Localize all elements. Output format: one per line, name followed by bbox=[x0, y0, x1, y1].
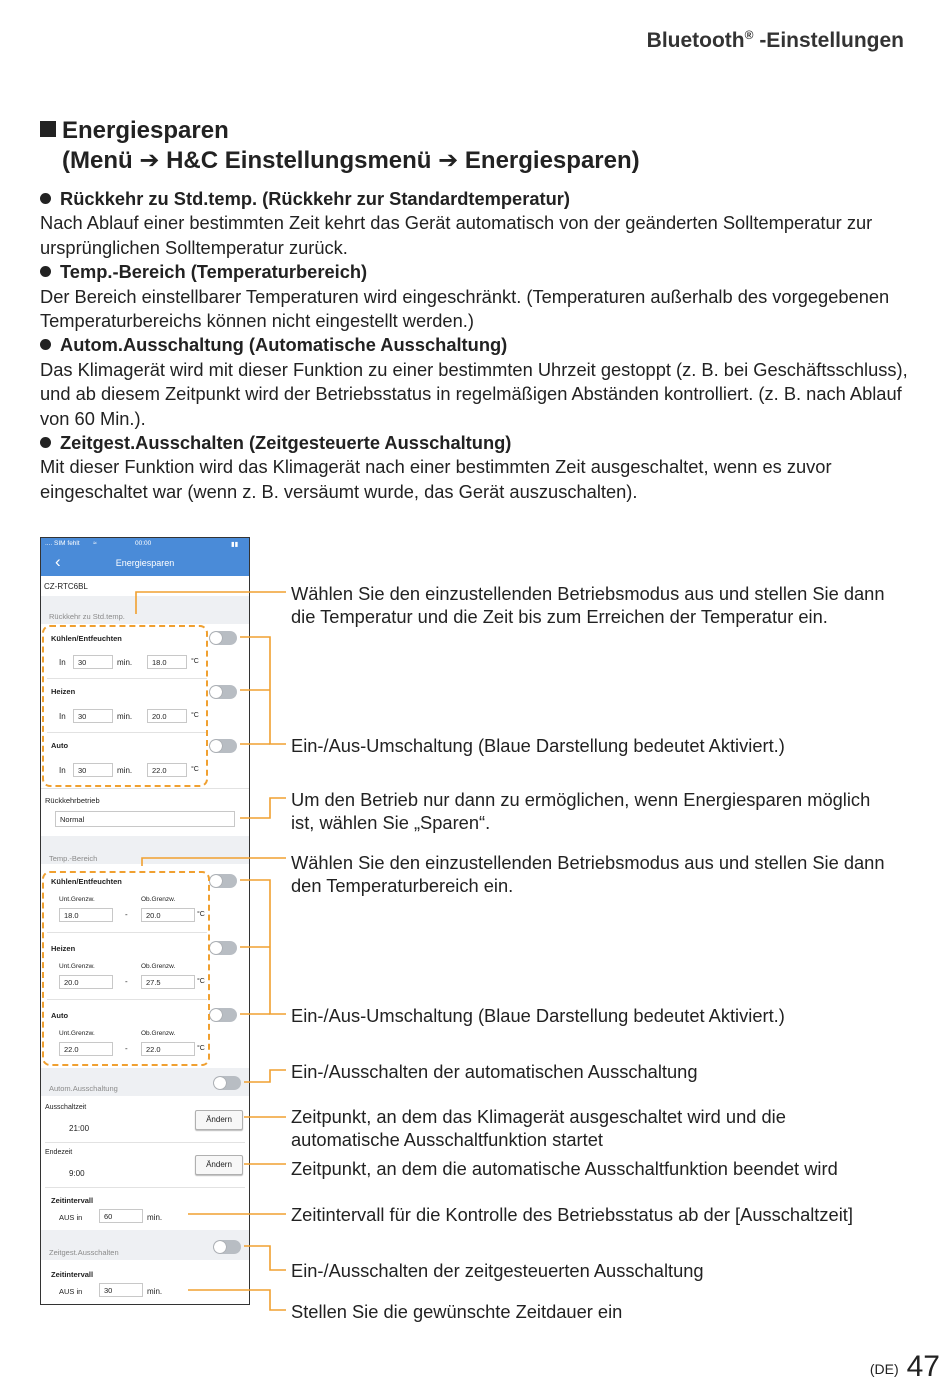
title-line-1: Energiesparen bbox=[62, 117, 229, 144]
upper-limit-label: Ob.Grenzw. bbox=[141, 896, 176, 903]
mode-name: Kühlen/Entfeuchten bbox=[51, 634, 122, 643]
end-time-label: Endezeit bbox=[45, 1149, 73, 1156]
std-temp-label: Rückkehr zu Std.temp. bbox=[49, 612, 125, 621]
lower-limit-label: Unt.Grenzw. bbox=[59, 1030, 95, 1037]
mode-name: Auto bbox=[51, 741, 69, 750]
battery-icon: ▮▮ bbox=[231, 541, 239, 548]
celsius-label: °C bbox=[197, 911, 205, 918]
minutes-input[interactable]: 30 bbox=[73, 709, 113, 723]
lower-limit-input[interactable]: 18.0 bbox=[59, 908, 113, 922]
back-chevron-icon[interactable]: ‹ bbox=[55, 552, 61, 571]
min-label: min. bbox=[117, 766, 133, 775]
lower-limit-input[interactable]: 22.0 bbox=[59, 1042, 113, 1056]
temp-range-label: Temp.-Bereich bbox=[49, 854, 98, 863]
celsius-label: °C bbox=[197, 1045, 205, 1052]
section-heading: Rückkehr zu Std.temp. (Rückkehr zur Standardtemperatur) bbox=[60, 188, 570, 209]
celsius-label: °C bbox=[191, 766, 199, 773]
in-label: In bbox=[59, 712, 66, 721]
min-label: min. bbox=[117, 712, 133, 721]
upper-limit-input[interactable]: 22.0 bbox=[141, 1042, 195, 1056]
model-name: CZ-RTC6BL bbox=[44, 582, 88, 591]
timer-interval-label: Zeitintervall bbox=[51, 1270, 94, 1279]
in-label: In bbox=[59, 658, 66, 667]
wifi-icon: ≈ bbox=[93, 540, 97, 547]
upper-limit-input[interactable]: 20.0 bbox=[141, 908, 195, 922]
section-heading: Temp.-Bereich (Temperaturbereich) bbox=[60, 261, 368, 283]
leader-line bbox=[188, 1290, 286, 1310]
off-time-value: 21:00 bbox=[69, 1124, 90, 1133]
callout-text: Ein-/Aus-Umschaltung (Blaue Darstellung bedeutet Aktiviert.) bbox=[291, 735, 785, 756]
callout-text: Ein-/Ausschalten der automatischen Ausschaltung bbox=[291, 1061, 698, 1082]
page-number: 47 bbox=[906, 1350, 940, 1383]
off-time-label: Ausschaltzeit bbox=[45, 1104, 87, 1111]
timer-input[interactable]: 30 bbox=[99, 1283, 143, 1297]
callout-text: Wählen Sie den einzustellenden Betriebsmodus aus und stellen Sie dann den Temperaturbereich ein. bbox=[291, 852, 885, 896]
min-label: min. bbox=[147, 1213, 163, 1222]
temperature-input[interactable]: 22.0 bbox=[147, 763, 187, 777]
celsius-label: °C bbox=[191, 712, 199, 719]
range-mode-name: Auto bbox=[51, 1011, 69, 1020]
lower-limit-label: Unt.Grenzw. bbox=[59, 896, 95, 903]
callout-text: Stellen Sie die gewünschte Zeitdauer ein bbox=[291, 1301, 623, 1322]
section-text: Der Bereich einstellbarer Temperaturen wird eingeschränkt. (Temperaturen außerhalb des vorgegebenen Temperaturbereichs können nicht eingestellt werden.) bbox=[40, 285, 890, 332]
callout-text: Wählen Sie den einzustellenden Betriebsmodus aus und stellen Sie dann die Temperatur und die Zeit bis zum Erreichen der Temperatur ein. bbox=[291, 583, 885, 627]
carrier-status: .... SIM fehlt bbox=[45, 540, 80, 547]
range-mode-name: Kühlen/Entfeuchten bbox=[51, 877, 122, 886]
language-code: (DE) bbox=[869, 1361, 899, 1377]
section-text: Nach Ablauf einer bestimmten Zeit kehrt das Gerät automatisch von der geänderten Solltemperatur zur ursprünglichen Solltemperatur zurück. bbox=[40, 212, 873, 258]
callout-text: Zeitintervall für die Kontrolle des Betriebsstatus ab der [Ausschaltzeit] bbox=[291, 1204, 853, 1225]
minutes-input[interactable]: 30 bbox=[73, 655, 113, 669]
upper-limit-label: Ob.Grenzw. bbox=[141, 963, 176, 970]
temperature-input[interactable]: 20.0 bbox=[147, 709, 187, 723]
leader-line bbox=[142, 858, 286, 866]
min-label: min. bbox=[117, 658, 133, 667]
return-mode-select[interactable]: Normal bbox=[55, 811, 235, 827]
celsius-label: °C bbox=[197, 978, 205, 985]
interval-label: Zeitintervall bbox=[51, 1196, 94, 1205]
callout-text: Ein-/Ausschalten der zeitgesteuerten Ausschaltung bbox=[291, 1260, 704, 1281]
page-footer bbox=[870, 1350, 940, 1384]
in-label: In bbox=[59, 766, 66, 775]
header-suffix: -Einstellungen bbox=[753, 29, 904, 52]
upper-limit-label: Ob.Grenzw. bbox=[141, 1030, 176, 1037]
minutes-input[interactable]: 30 bbox=[73, 763, 113, 777]
timer-off-label: Zeitgest.Ausschalten bbox=[49, 1248, 119, 1257]
range-dash: - bbox=[125, 910, 128, 919]
lower-limit-input[interactable]: 20.0 bbox=[59, 975, 113, 989]
header-brand: Bluetooth bbox=[646, 29, 745, 52]
lower-limit-label: Unt.Grenzw. bbox=[59, 963, 95, 970]
range-dash: - bbox=[125, 977, 128, 986]
section-text: Das Klimagerät wird mit dieser Funktion zu einer bestimmten Uhrzeit gestoppt (z. B. bei Geschäftsschluss), und ab diesem Zeitpunkt wird der Betriebsstatus in regelmäßigen Abständen kontrolliert. (z. B. nach Ablauf von 60 Min.). bbox=[40, 358, 908, 429]
range-mode-name: Heizen bbox=[51, 944, 76, 953]
aus-in-label: AUS in bbox=[59, 1287, 83, 1296]
title-line-2: (Menü ➔ H&C Einstellungsmenü ➔ Energiesparen) bbox=[62, 147, 640, 174]
nav-title: Energiesparen bbox=[115, 558, 175, 568]
leader-line bbox=[244, 1246, 286, 1270]
return-label: Rückkehrbetrieb bbox=[45, 796, 100, 805]
callout-text: Um den Betrieb nur dann zu ermöglichen, wenn Energiesparen möglich ist, wählen Sie „Sparen“. bbox=[291, 789, 871, 833]
auto-off-label: Autom.Ausschaltung bbox=[49, 1084, 118, 1093]
leader-line bbox=[136, 592, 286, 614]
registered-mark: ® bbox=[744, 28, 754, 42]
leader-line bbox=[244, 1070, 286, 1082]
section-text: Mit dieser Funktion wird das Klimagerät nach einer bestimmten Zeit ausgeschaltet, wenn es zuvor eingeschaltet war (wenn z. B. versäumt wurde, das Gerät auszuschalten). bbox=[40, 456, 832, 502]
status-time: 00:00 bbox=[135, 540, 152, 547]
upper-limit-input[interactable]: 27.5 bbox=[141, 975, 195, 989]
leader-line bbox=[240, 798, 286, 818]
range-dash: - bbox=[125, 1044, 128, 1053]
change-end-time-button[interactable]: Ändern bbox=[195, 1155, 243, 1175]
section-heading: Autom.Ausschaltung (Automatische Ausschaltung) bbox=[60, 334, 508, 356]
section-heading: Zeitgest.Ausschalten (Zeitgesteuerte Ausschaltung) bbox=[60, 432, 512, 454]
celsius-label: °C bbox=[191, 658, 199, 665]
change-off-time-button[interactable]: Ändern bbox=[195, 1110, 243, 1130]
aus-in-label: AUS in bbox=[59, 1213, 83, 1222]
temperature-input[interactable]: 18.0 bbox=[147, 655, 187, 669]
callout-text: Zeitpunkt, an dem das Klimagerät ausgeschaltet wird und die automatische Ausschaltfunktion startet bbox=[291, 1106, 786, 1150]
end-time-value: 9:00 bbox=[69, 1169, 85, 1178]
min-label: min. bbox=[147, 1287, 163, 1296]
callout-text: Ein-/Aus-Umschaltung (Blaue Darstellung bedeutet Aktiviert.) bbox=[291, 1005, 785, 1026]
mode-name: Heizen bbox=[51, 687, 76, 696]
callout-text: Zeitpunkt, an dem die automatische Ausschaltfunktion beendet wird bbox=[291, 1158, 838, 1179]
interval-input[interactable]: 60 bbox=[99, 1209, 143, 1223]
